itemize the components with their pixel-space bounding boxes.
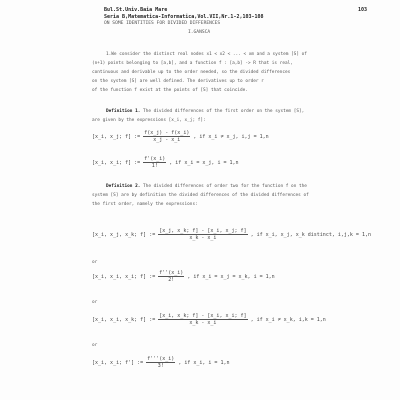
- formula-1-fraction: [143, 130, 190, 143]
- definition-2-line-3: the first order, namely the expressions:: [92, 202, 198, 207]
- formula-5-denominator: x_k - x_i: [189, 320, 217, 326]
- formula-6-numerator: f'''(x_i): [147, 356, 175, 362]
- formula-2-denominator: 1!: [151, 163, 158, 169]
- formula-4-condition: , if x_i = x_j = x_k, i = 1,n: [187, 274, 275, 280]
- definition-1: [106, 109, 304, 114]
- paper-author: I.GANSCA: [188, 30, 211, 35]
- formula-second-order-double: [92, 313, 326, 326]
- formula-3-condition: , if x_i, x_j, x_k distinct, i,j,k = 1,n: [250, 232, 371, 238]
- formula-6-condition: , if x_i, i = 1,n: [178, 360, 230, 366]
- conjunction-or-2: or: [92, 300, 98, 305]
- definition-2: [106, 184, 307, 189]
- formula-2-fraction: [143, 156, 166, 169]
- formula-3-lhs: [x_i, x_j, x_k; f] :=: [92, 232, 156, 238]
- journal-series-line: Seria B,Matematica-Informatica,Vol.VII,Nr.1-2,103-108: [104, 14, 264, 20]
- formula-3-fraction: [158, 228, 247, 241]
- formula-3-denominator: x_k - x_i: [189, 235, 217, 241]
- intro-line-3: continuous and derivable up to the order needed, so the divided differences: [92, 70, 291, 75]
- page-number: 103: [358, 7, 368, 13]
- journal-line: Bul.St.Univ.Baia Mare: [104, 7, 168, 13]
- formula-6-fraction: [146, 356, 175, 369]
- definition-2-label: Definition 2.: [106, 184, 141, 189]
- formula-4-numerator: f''(x_i): [159, 270, 184, 276]
- formula-1-numerator: f(x_j) - f(x_i): [144, 130, 190, 136]
- formula-second-order-distinct: [92, 228, 371, 241]
- definition-1-label: Definition 1.: [106, 109, 141, 114]
- definition-1-text-2: are given by the expressions [x_i, x_j; f]:: [92, 118, 206, 123]
- formula-1-condition: , if x_i ≠ x_j, i,j = 1,n: [193, 134, 269, 140]
- formula-first-order-distinct: [92, 130, 269, 143]
- intro-line-4: on the system [S] are well defined. The derivatives up to order r: [92, 79, 264, 84]
- formula-1-lhs: [x_i, x_j; f] :=: [92, 134, 141, 140]
- formula-6-denominator: 3!: [157, 363, 164, 369]
- formula-first-order-coincident: [92, 156, 239, 169]
- formula-2-condition: , if x_i = x_j, i = 1,n: [169, 160, 239, 166]
- definition-2-line-2: system [S] are by definition the divided differences of the divided differences of: [92, 193, 309, 198]
- formula-6-lhs: [x_i, x_i; f'] :=: [92, 360, 144, 366]
- paper-title: ON SOME IDENTITIES FOR DIVIDED DIFFERENCES: [104, 21, 221, 26]
- definition-2-line-1: The divided differences of order two for the function f on the: [143, 184, 307, 189]
- formula-3-numerator: [x_j, x_k; f] - [x_i, x_j; f]: [159, 228, 247, 234]
- definition-1-text: The divided differences of the first order on the system [S],: [143, 109, 305, 114]
- conjunction-or-1: or: [92, 260, 98, 265]
- formula-4-lhs: [x_i, x_i, x_i; f] :=: [92, 274, 156, 280]
- formula-4-fraction: [158, 270, 184, 283]
- formula-5-lhs: [x_i, x_i, x_k; f] :=: [92, 317, 156, 323]
- formula-5-fraction: [158, 313, 247, 326]
- formula-5-condition: , if x_i ≠ x_k, i,k = 1,n: [250, 317, 326, 323]
- conjunction-or-3: or: [92, 343, 98, 348]
- formula-2-numerator: f'(x_i): [144, 156, 166, 162]
- intro-line-5: of the function f exist at the points of [S] that coincide.: [92, 88, 248, 93]
- formula-4-denominator: 2!: [168, 277, 175, 283]
- formula-5-numerator: [x_i, x_k; f] - [x_i, x_i; f]: [159, 313, 247, 319]
- formula-derivative-order: [92, 356, 230, 369]
- intro-line-2: (n+1) points belonging to [a,b], and a function f : [a,b] -> R that is real,: [92, 61, 293, 66]
- intro-line-1: 1.We consider the distinct real nodes x1 < x2 < ... < xm and a system [S] of: [106, 52, 307, 57]
- formula-second-order-triple: [92, 270, 275, 283]
- formula-2-lhs: [x_i, x_i; f] :=: [92, 160, 141, 166]
- formula-1-denominator: x_j - x_i: [153, 137, 181, 143]
